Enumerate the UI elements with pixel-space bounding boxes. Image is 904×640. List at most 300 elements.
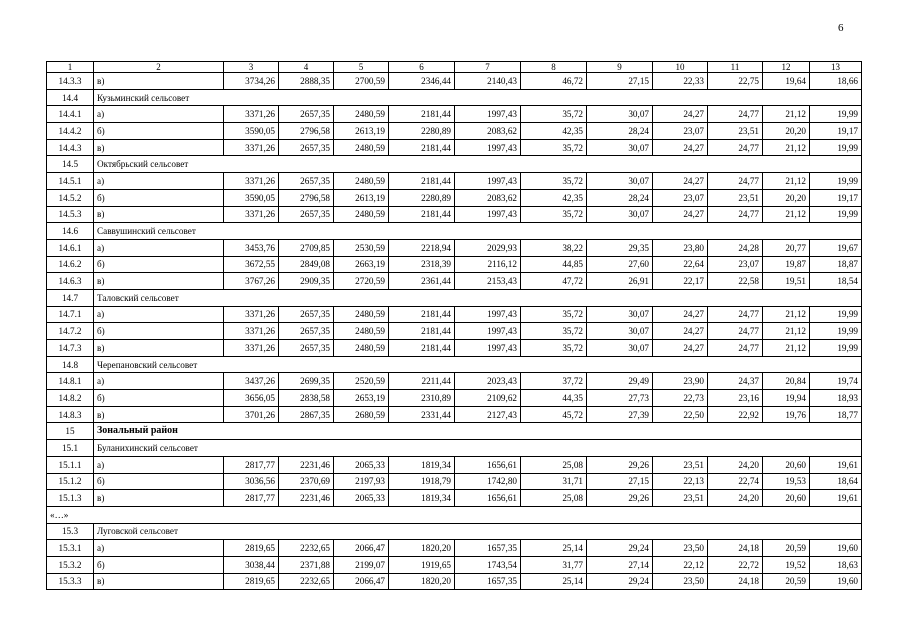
value-cell: 46,72	[521, 73, 587, 90]
row-code-cell: 14.4.3	[47, 139, 94, 156]
section-code-cell: 15.1	[47, 440, 94, 457]
table-row	[47, 340, 862, 357]
value-cell: 23,90	[653, 373, 708, 390]
value-cell: 23,50	[653, 573, 708, 590]
table-row	[47, 139, 862, 156]
value-cell: 3371,26	[224, 306, 279, 323]
value-cell: 27,39	[587, 406, 653, 423]
value-cell: 24,77	[708, 206, 763, 223]
value-cell: 24,27	[653, 323, 708, 340]
value-cell: 22,17	[653, 273, 708, 290]
value-cell: 2083,62	[455, 123, 521, 140]
value-cell: 2480,59	[334, 139, 389, 156]
value-cell: 20,84	[763, 373, 810, 390]
value-cell: 2796,58	[279, 189, 334, 206]
value-cell: 2480,59	[334, 206, 389, 223]
value-cell: 18,87	[810, 256, 862, 273]
value-cell: 24,18	[708, 573, 763, 590]
value-cell: 38,22	[521, 239, 587, 256]
value-cell: 44,85	[521, 256, 587, 273]
value-cell: 2709,85	[279, 239, 334, 256]
value-cell: 2819,65	[224, 540, 279, 557]
value-cell: 28,24	[587, 189, 653, 206]
value-cell: 2181,44	[389, 306, 455, 323]
value-cell: 37,72	[521, 373, 587, 390]
value-cell: 1997,43	[455, 106, 521, 123]
value-cell: 31,71	[521, 473, 587, 490]
column-number-cell: 13	[810, 62, 862, 73]
row-label-cell: б)	[94, 256, 224, 273]
value-cell: 1997,43	[455, 323, 521, 340]
table-row	[47, 189, 862, 206]
column-number-cell: 3	[224, 62, 279, 73]
council-header-row	[47, 89, 862, 106]
row-label-cell: б)	[94, 323, 224, 340]
council-name-cell: Саввушинский сельсовет	[94, 223, 862, 240]
value-cell: 19,87	[763, 256, 810, 273]
value-cell: 21,12	[763, 340, 810, 357]
value-cell: 27,15	[587, 473, 653, 490]
value-cell: 21,12	[763, 106, 810, 123]
value-cell: 1918,79	[389, 473, 455, 490]
value-cell: 1657,35	[455, 573, 521, 590]
column-number-cell: 8	[521, 62, 587, 73]
value-cell: 2480,59	[334, 323, 389, 340]
council-header-row	[47, 223, 862, 240]
value-cell: 2181,44	[389, 340, 455, 357]
table-row	[47, 239, 862, 256]
value-cell: 1656,61	[455, 456, 521, 473]
value-cell: 24,18	[708, 540, 763, 557]
value-cell: 2211,44	[389, 373, 455, 390]
value-cell: 24,77	[708, 323, 763, 340]
row-label-cell: в)	[94, 206, 224, 223]
row-code-cell: 15.3.1	[47, 540, 94, 557]
value-cell: 25,14	[521, 540, 587, 557]
value-cell: 22,64	[653, 256, 708, 273]
value-cell: 3371,26	[224, 173, 279, 190]
value-cell: 2657,35	[279, 306, 334, 323]
table-row	[47, 206, 862, 223]
value-cell: 1819,34	[389, 456, 455, 473]
council-name-cell: Кузьминский сельсовет	[94, 89, 862, 106]
row-label-cell: а)	[94, 239, 224, 256]
table-row	[47, 456, 862, 473]
value-cell: 18,64	[810, 473, 862, 490]
column-number-cell: 6	[389, 62, 455, 73]
value-cell: 27,73	[587, 390, 653, 407]
value-cell: 24,77	[708, 139, 763, 156]
value-cell: 19,60	[810, 573, 862, 590]
value-cell: 1820,20	[389, 573, 455, 590]
value-cell: 18,63	[810, 556, 862, 573]
value-cell: 1656,61	[455, 490, 521, 507]
value-cell: 22,74	[708, 473, 763, 490]
value-cell: 24,27	[653, 106, 708, 123]
value-cell: 2280,89	[389, 123, 455, 140]
value-cell: 35,72	[521, 340, 587, 357]
value-cell: 20,60	[763, 456, 810, 473]
council-name-cell: Буланихинский сельсовет	[94, 440, 862, 457]
council-name-cell: Черепановский сельсовет	[94, 356, 862, 373]
value-cell: 22,92	[708, 406, 763, 423]
value-cell: 2331,44	[389, 406, 455, 423]
value-cell: 2346,44	[389, 73, 455, 90]
value-cell: 19,17	[810, 189, 862, 206]
row-code-cell: 15.1.1	[47, 456, 94, 473]
value-cell: 44,35	[521, 390, 587, 407]
section-code-cell: 15	[47, 423, 94, 440]
table-row	[47, 556, 862, 573]
value-cell: 20,20	[763, 189, 810, 206]
value-cell: 23,07	[708, 256, 763, 273]
value-cell: 1919,65	[389, 556, 455, 573]
table-row	[47, 173, 862, 190]
value-cell: 25,08	[521, 490, 587, 507]
value-cell: 2653,19	[334, 390, 389, 407]
row-code-cell: 14.6.1	[47, 239, 94, 256]
value-cell: 22,72	[708, 556, 763, 573]
value-cell: 3371,26	[224, 139, 279, 156]
value-cell: 2370,69	[279, 473, 334, 490]
value-cell: 3437,26	[224, 373, 279, 390]
table-row	[47, 490, 862, 507]
value-cell: 2700,59	[334, 73, 389, 90]
value-cell: 19,99	[810, 173, 862, 190]
value-cell: 19,99	[810, 306, 862, 323]
value-cell: 1820,20	[389, 540, 455, 557]
value-cell: 2480,59	[334, 340, 389, 357]
value-cell: 2657,35	[279, 106, 334, 123]
page-number: 6	[838, 22, 844, 34]
row-code-cell: 14.7.2	[47, 323, 94, 340]
value-cell: 24,20	[708, 456, 763, 473]
value-cell: 22,50	[653, 406, 708, 423]
value-cell: 24,27	[653, 206, 708, 223]
column-number-cell: 7	[455, 62, 521, 73]
value-cell: 35,72	[521, 323, 587, 340]
value-cell: 28,24	[587, 123, 653, 140]
value-cell: 1743,54	[455, 556, 521, 573]
value-cell: 2657,35	[279, 173, 334, 190]
value-cell: 25,14	[521, 573, 587, 590]
value-cell: 23,07	[653, 123, 708, 140]
row-code-cell: 14.7.3	[47, 340, 94, 357]
value-cell: 30,07	[587, 106, 653, 123]
value-cell: 1819,34	[389, 490, 455, 507]
value-cell: 2218,94	[389, 239, 455, 256]
row-label-cell: б)	[94, 123, 224, 140]
value-cell: 42,35	[521, 189, 587, 206]
value-cell: 19,17	[810, 123, 862, 140]
section-code-cell: 14.5	[47, 156, 94, 173]
table-row	[47, 540, 862, 557]
value-cell: 2530,59	[334, 239, 389, 256]
value-cell: 2657,35	[279, 340, 334, 357]
value-cell: 2520,59	[334, 373, 389, 390]
value-cell: 19,76	[763, 406, 810, 423]
value-cell: 2232,65	[279, 573, 334, 590]
value-cell: 3038,44	[224, 556, 279, 573]
value-cell: 24,27	[653, 306, 708, 323]
table-row	[47, 123, 862, 140]
value-cell: 18,77	[810, 406, 862, 423]
row-label-cell: а)	[94, 540, 224, 557]
row-code-cell: 14.8.1	[47, 373, 94, 390]
council-header-row	[47, 523, 862, 540]
row-code-cell: 14.6.3	[47, 273, 94, 290]
value-cell: 23,07	[653, 189, 708, 206]
value-cell: 3371,26	[224, 206, 279, 223]
value-cell: 1997,43	[455, 340, 521, 357]
value-cell: 23,51	[653, 490, 708, 507]
row-code-cell: 15.1.2	[47, 473, 94, 490]
value-cell: 21,12	[763, 173, 810, 190]
value-cell: 2023,43	[455, 373, 521, 390]
value-cell: 23,80	[653, 239, 708, 256]
value-cell: 23,51	[653, 456, 708, 473]
value-cell: 2153,43	[455, 273, 521, 290]
value-cell: 2140,43	[455, 73, 521, 90]
value-cell: 29,49	[587, 373, 653, 390]
value-cell: 22,73	[653, 390, 708, 407]
row-label-cell: в)	[94, 73, 224, 90]
row-label-cell: в)	[94, 340, 224, 357]
table-row	[47, 306, 862, 323]
row-label-cell: б)	[94, 473, 224, 490]
value-cell: 27,14	[587, 556, 653, 573]
value-cell: 20,77	[763, 239, 810, 256]
column-number-cell: 10	[653, 62, 708, 73]
column-number-cell: 11	[708, 62, 763, 73]
value-cell: 19,99	[810, 139, 862, 156]
value-cell: 2181,44	[389, 206, 455, 223]
value-cell: 19,51	[763, 273, 810, 290]
value-cell: 35,72	[521, 173, 587, 190]
value-cell: 2720,59	[334, 273, 389, 290]
value-cell: 19,52	[763, 556, 810, 573]
council-name-cell: Таловский сельсовет	[94, 289, 862, 306]
value-cell: 2083,62	[455, 189, 521, 206]
value-cell: 2657,35	[279, 139, 334, 156]
value-cell: 2310,89	[389, 390, 455, 407]
row-label-cell: в)	[94, 573, 224, 590]
value-cell: 22,12	[653, 556, 708, 573]
omission-row	[47, 506, 862, 523]
value-cell: 2199,07	[334, 556, 389, 573]
value-cell: 2480,59	[334, 306, 389, 323]
value-cell: 23,50	[653, 540, 708, 557]
column-number-cell: 1	[47, 62, 94, 73]
value-cell: 25,08	[521, 456, 587, 473]
value-cell: 2065,33	[334, 490, 389, 507]
value-cell: 20,59	[763, 573, 810, 590]
value-cell: 19,67	[810, 239, 862, 256]
value-cell: 24,77	[708, 106, 763, 123]
value-cell: 2065,33	[334, 456, 389, 473]
value-cell: 2197,93	[334, 473, 389, 490]
council-header-row	[47, 289, 862, 306]
tariff-table	[46, 61, 862, 590]
value-cell: 18,54	[810, 273, 862, 290]
value-cell: 1997,43	[455, 306, 521, 323]
value-cell: 19,99	[810, 206, 862, 223]
value-cell: 23,16	[708, 390, 763, 407]
value-cell: 3453,76	[224, 239, 279, 256]
value-cell: 19,99	[810, 106, 862, 123]
value-cell: 26,91	[587, 273, 653, 290]
section-code-cell: 14.7	[47, 289, 94, 306]
row-code-cell: 14.4.2	[47, 123, 94, 140]
value-cell: 19,99	[810, 340, 862, 357]
value-cell: 3672,55	[224, 256, 279, 273]
council-header-row	[47, 156, 862, 173]
value-cell: 2817,77	[224, 456, 279, 473]
row-label-cell: б)	[94, 390, 224, 407]
value-cell: 27,15	[587, 73, 653, 90]
value-cell: 3371,26	[224, 323, 279, 340]
column-number-cell: 12	[763, 62, 810, 73]
value-cell: 45,72	[521, 406, 587, 423]
value-cell: 2888,35	[279, 73, 334, 90]
row-code-cell: 14.6.2	[47, 256, 94, 273]
value-cell: 35,72	[521, 206, 587, 223]
row-label-cell: б)	[94, 556, 224, 573]
value-cell: 19,61	[810, 490, 862, 507]
value-cell: 29,24	[587, 573, 653, 590]
value-cell: 24,27	[653, 139, 708, 156]
value-cell: 22,33	[653, 73, 708, 90]
table-row	[47, 273, 862, 290]
value-cell: 1742,80	[455, 473, 521, 490]
value-cell: 20,20	[763, 123, 810, 140]
row-code-cell: 14.5.3	[47, 206, 94, 223]
value-cell: 27,60	[587, 256, 653, 273]
value-cell: 22,13	[653, 473, 708, 490]
value-cell: 19,61	[810, 456, 862, 473]
column-number-cell: 5	[334, 62, 389, 73]
value-cell: 2181,44	[389, 139, 455, 156]
row-label-cell: а)	[94, 106, 224, 123]
value-cell: 29,24	[587, 540, 653, 557]
row-code-cell: 15.3.2	[47, 556, 94, 573]
row-label-cell: в)	[94, 139, 224, 156]
value-cell: 2663,19	[334, 256, 389, 273]
council-header-row	[47, 356, 862, 373]
value-cell: 35,72	[521, 306, 587, 323]
value-cell: 3656,05	[224, 390, 279, 407]
value-cell: 21,12	[763, 306, 810, 323]
value-cell: 35,72	[521, 106, 587, 123]
value-cell: 21,12	[763, 323, 810, 340]
value-cell: 2699,35	[279, 373, 334, 390]
row-label-cell: а)	[94, 456, 224, 473]
row-code-cell: 14.8.3	[47, 406, 94, 423]
value-cell: 3371,26	[224, 340, 279, 357]
value-cell: 19,74	[810, 373, 862, 390]
row-code-cell: 14.5.2	[47, 189, 94, 206]
value-cell: 3767,26	[224, 273, 279, 290]
value-cell: 2116,12	[455, 256, 521, 273]
table-row	[47, 323, 862, 340]
value-cell: 2909,35	[279, 273, 334, 290]
value-cell: 19,94	[763, 390, 810, 407]
value-cell: 24,28	[708, 239, 763, 256]
section-code-cell: 14.8	[47, 356, 94, 373]
district-name-cell: Зональный район	[94, 423, 862, 440]
value-cell: 2029,93	[455, 239, 521, 256]
value-cell: 2280,89	[389, 189, 455, 206]
value-cell: 24,77	[708, 340, 763, 357]
table-row	[47, 73, 862, 90]
value-cell: 2232,65	[279, 540, 334, 557]
value-cell: 2181,44	[389, 323, 455, 340]
value-cell: 23,51	[708, 123, 763, 140]
council-name-cell: Октябрьский сельсовет	[94, 156, 862, 173]
value-cell: 3371,26	[224, 106, 279, 123]
row-code-cell: 14.3.3	[47, 73, 94, 90]
value-cell: 21,12	[763, 139, 810, 156]
value-cell: 2657,35	[279, 323, 334, 340]
value-cell: 1997,43	[455, 173, 521, 190]
row-label-cell: а)	[94, 373, 224, 390]
value-cell: 2680,59	[334, 406, 389, 423]
table-row	[47, 406, 862, 423]
value-cell: 22,75	[708, 73, 763, 90]
value-cell: 2127,43	[455, 406, 521, 423]
value-cell: 29,35	[587, 239, 653, 256]
column-number-cell: 4	[279, 62, 334, 73]
section-code-cell: 14.6	[47, 223, 94, 240]
value-cell: 1997,43	[455, 139, 521, 156]
district-header-row	[47, 423, 862, 440]
value-cell: 2867,35	[279, 406, 334, 423]
value-cell: 19,60	[810, 540, 862, 557]
value-cell: 2819,65	[224, 573, 279, 590]
section-code-cell: 15.3	[47, 523, 94, 540]
column-number-row	[47, 62, 862, 73]
table-row	[47, 373, 862, 390]
value-cell: 24,37	[708, 373, 763, 390]
value-cell: 30,07	[587, 173, 653, 190]
value-cell: 2613,19	[334, 123, 389, 140]
column-number-cell: 9	[587, 62, 653, 73]
value-cell: 35,72	[521, 139, 587, 156]
council-header-row	[47, 440, 862, 457]
value-cell: 19,53	[763, 473, 810, 490]
table-row	[47, 390, 862, 407]
value-cell: 30,07	[587, 340, 653, 357]
council-name-cell: Луговской сельсовет	[94, 523, 862, 540]
value-cell: 30,07	[587, 323, 653, 340]
value-cell: 18,93	[810, 390, 862, 407]
value-cell: 20,59	[763, 540, 810, 557]
value-cell: 2480,59	[334, 173, 389, 190]
value-cell: 29,26	[587, 490, 653, 507]
value-cell: 2849,08	[279, 256, 334, 273]
table-row	[47, 573, 862, 590]
value-cell: 24,27	[653, 340, 708, 357]
value-cell: 2181,44	[389, 106, 455, 123]
value-cell: 22,58	[708, 273, 763, 290]
value-cell: 24,20	[708, 490, 763, 507]
value-cell: 19,99	[810, 323, 862, 340]
value-cell: 18,66	[810, 73, 862, 90]
row-code-cell: 15.1.3	[47, 490, 94, 507]
row-label-cell: а)	[94, 173, 224, 190]
value-cell: 2181,44	[389, 173, 455, 190]
value-cell: 23,51	[708, 189, 763, 206]
